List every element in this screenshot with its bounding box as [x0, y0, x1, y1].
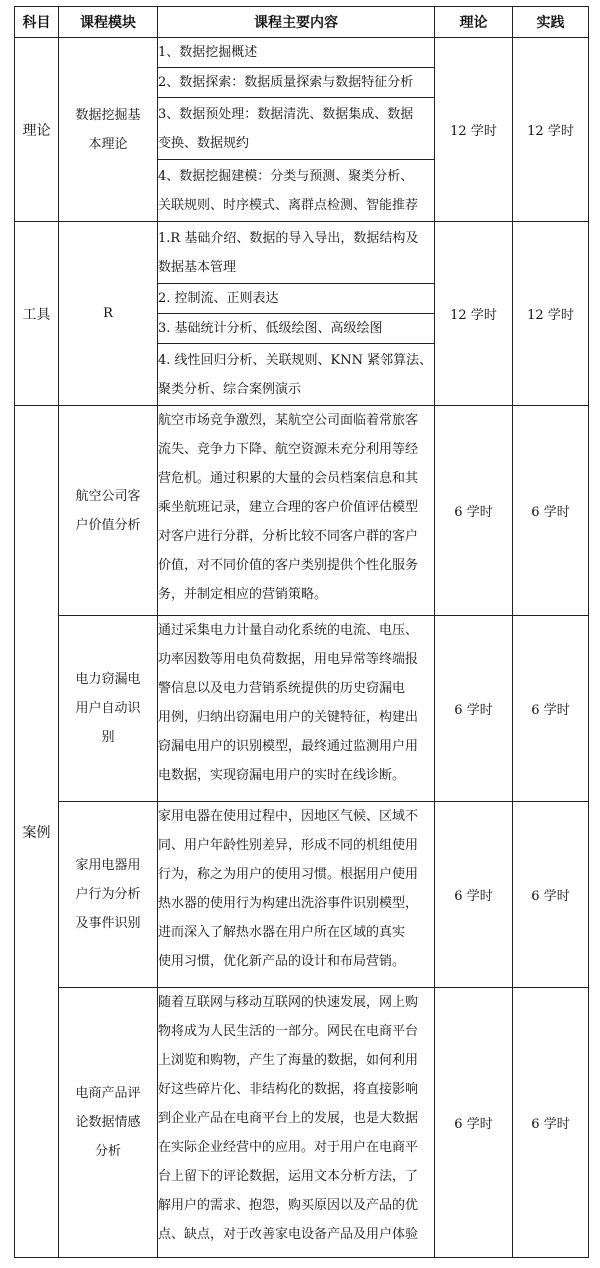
- content-line: 功率因数等用电负荷数据，用电异常等终端报: [158, 652, 419, 667]
- header-module: 课程模块: [59, 7, 158, 38]
- table-row: [15, 988, 589, 1258]
- content-line: 2. 控制流、正则表达: [158, 291, 279, 306]
- practice-hours-cell: 12 学时: [513, 222, 589, 406]
- content-line: 4、数据挖掘建模：分类与预测、聚类分析、: [158, 168, 414, 184]
- content-cell: [158, 802, 435, 988]
- header-content: 课程主要内容: [158, 7, 435, 38]
- theory-hours-cell: 6 学时: [435, 616, 513, 802]
- category-cell: 理论: [15, 38, 59, 222]
- content-line: 4. 线性回归分析、关联规则、KNN 紧邻算法、: [158, 352, 433, 368]
- content-line: 航空市场竞争激烈，某航空公司面临着常旅客: [158, 413, 419, 428]
- content-line: 窃漏电用户的识别模型，最终通过监测用户用: [158, 739, 419, 754]
- content-line: 热水器的使用行为构建出洗浴事件识别模型，: [158, 896, 419, 911]
- header-practice: 实践: [513, 7, 589, 38]
- content-line: 使用习惯，优化新产品的设计和布局营销。: [158, 954, 406, 969]
- content-cell: [158, 222, 435, 284]
- module-cell: [59, 988, 158, 1258]
- module-cell: [59, 802, 158, 988]
- module-line: 别: [101, 730, 115, 745]
- module-line: 分析: [94, 1144, 121, 1159]
- content-cell: [158, 38, 435, 68]
- content-line: 物将成为人民生活的一部分。网民在电商平台: [158, 1024, 419, 1039]
- course-table: [14, 6, 589, 1258]
- module-line: 家用电器用: [75, 858, 141, 873]
- header-row: [15, 7, 589, 38]
- content-line: 价值，对不同价值的客户类别提供个性化服务: [158, 558, 419, 573]
- theory-hours-cell: 6 学时: [435, 406, 513, 616]
- module-line: 及事件识别: [75, 916, 141, 931]
- table-row: [15, 406, 589, 616]
- practice-hours-cell: 6 学时: [513, 406, 589, 616]
- category-cell: 案例: [15, 406, 59, 1258]
- table-row: [15, 616, 589, 802]
- module-cell: [59, 616, 158, 802]
- content-line: 电数据，实现窃漏电用户的实时在线诊断。: [158, 768, 406, 783]
- content-line: 行为，称之为用户的使用习惯。根据用户使用: [158, 867, 419, 882]
- content-line: 数据基本管理: [158, 259, 237, 275]
- module-line: 本理论: [88, 136, 128, 152]
- content-line: 警信息以及电力营销系统提供的历史窃漏电: [158, 681, 406, 696]
- content-line: 营危机。通过积累的大量的会员档案信息和其: [158, 471, 419, 486]
- content-line: 聚类分析、综合案例演示: [158, 381, 302, 397]
- content-line: 变换、数据规约: [158, 135, 250, 151]
- content-line: 进而深入了解热水器在用户所在区域的真实: [158, 925, 406, 940]
- module-line: 户行为分析: [75, 887, 141, 902]
- content-line: 随着互联网与移动互联网的快速发展，网上购: [158, 995, 419, 1010]
- header-theory: 理论: [435, 7, 513, 38]
- content-line: 3. 基础统计分析、低级绘图、高级绘图: [158, 321, 383, 336]
- content-cell: [158, 988, 435, 1258]
- module-line: 户价值分析: [75, 517, 141, 533]
- content-line: 1、数据挖掘概述: [158, 45, 258, 60]
- content-line: 同、用户年龄性别差异，形成不同的机组使用: [158, 838, 419, 853]
- content-line: 在实际企业经营中的应用。对于用户在电商平: [158, 1140, 419, 1155]
- content-line: 台上留下的评论数据，运用文本分析方法，了: [158, 1169, 419, 1184]
- content-line: 点、缺点，对于改善家电设备产品及用户体验: [158, 1227, 419, 1242]
- content-cell: [158, 406, 435, 616]
- theory-hours-cell: 6 学时: [435, 988, 513, 1258]
- module-cell: [59, 38, 158, 222]
- content-line: 上浏览和购物，产生了海量的数据，如何利用: [158, 1053, 419, 1068]
- theory-hours-cell: 12 学时: [435, 38, 513, 222]
- module-line: 航空公司客: [75, 488, 141, 504]
- module-line: 数据挖掘基: [75, 107, 141, 123]
- content-line: 好这些碎片化、非结构化的数据，将直接影响: [158, 1082, 419, 1097]
- module-line: 电商产品评: [75, 1086, 141, 1101]
- table-row: [15, 222, 589, 284]
- content-cell: [158, 284, 435, 314]
- content-line: 家用电器在使用过程中，因地区气候、区域不: [158, 809, 419, 824]
- practice-hours-cell: 12 学时: [513, 38, 589, 222]
- content-line: 乘坐航班记录，建立合理的客户价值评估模型: [158, 500, 419, 515]
- content-cell: [158, 344, 435, 406]
- content-cell: [158, 314, 435, 344]
- content-line: 关联规则、时序模式、离群点检测、智能推荐: [158, 197, 419, 213]
- table-row: [15, 802, 589, 988]
- content-line: 到企业产品在电商平台上的发展，也是大数据: [158, 1111, 419, 1126]
- module-line: 论数据情感: [75, 1115, 141, 1130]
- content-line: 对客户进行分群，分析比较不同客户群的客户: [158, 529, 419, 544]
- content-line: 1.R 基础介绍、数据的导入导出，数据结构及: [158, 230, 419, 246]
- module-line: 电力窃漏电: [75, 672, 141, 687]
- practice-hours-cell: 6 学时: [513, 616, 589, 802]
- module-line: R: [103, 306, 113, 321]
- content-line: 流失、竞争力下降、航空资源未充分利用等经: [158, 442, 419, 457]
- module-cell: [59, 406, 158, 616]
- content-line: 解用户的需求、抱怨，购买原因以及产品的优: [158, 1198, 419, 1213]
- theory-hours-cell: 6 学时: [435, 802, 513, 988]
- content-cell: [158, 160, 435, 222]
- content-cell: [158, 98, 435, 160]
- content-line: 2、数据探索：数据质量探索与数据特征分析: [158, 75, 414, 90]
- content-line: 通过采集电力计量自动化系统的电流、电压、: [158, 623, 419, 638]
- content-line: 3、数据预处理：数据清洗、数据集成、数据: [158, 106, 414, 122]
- module-line: 用户自动识: [75, 701, 141, 716]
- theory-hours-cell: 12 学时: [435, 222, 513, 406]
- practice-hours-cell: 6 学时: [513, 802, 589, 988]
- category-cell: 工具: [15, 222, 59, 406]
- content-line: 用例，归纳出窃漏电用户的关键特征，构建出: [158, 710, 419, 725]
- content-cell: [158, 616, 435, 802]
- module-cell: [59, 222, 158, 406]
- table-row: [15, 38, 589, 68]
- content-cell: [158, 68, 435, 98]
- header-subject: 科目: [15, 7, 59, 38]
- practice-hours-cell: 6 学时: [513, 988, 589, 1258]
- content-line: 务，并制定相应的营销策略。: [158, 587, 328, 602]
